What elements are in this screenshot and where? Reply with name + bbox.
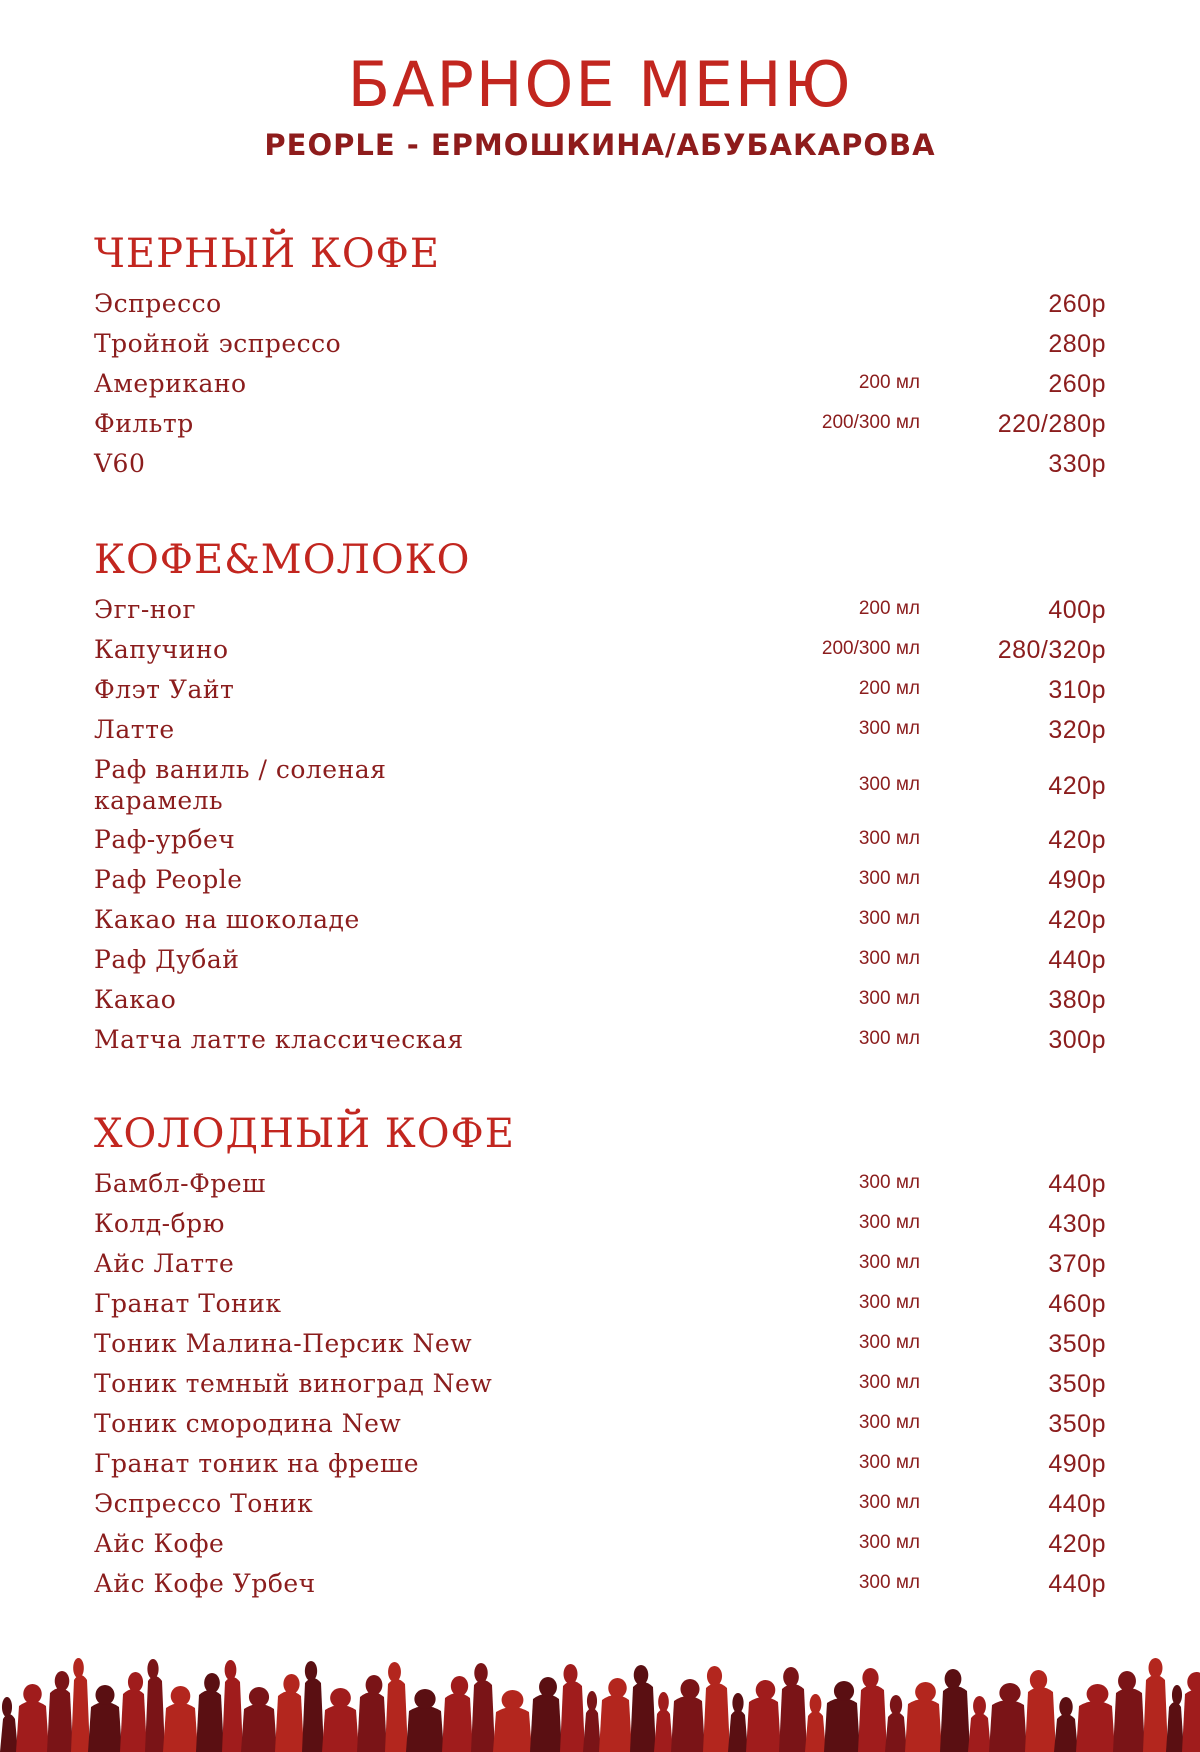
menu-item-row [94,448,1106,488]
silhouette-body [0,1714,18,1752]
item-name: V60 [94,449,146,478]
silhouette-body [530,1694,562,1752]
silhouette-head [862,1668,878,1688]
item-list [94,288,1106,488]
item-volume: 300 мл [858,828,920,849]
item-name: Капучино [94,635,229,664]
item-volume: 300 мл [858,1332,920,1353]
item-name: Фильтр [94,409,194,438]
item-volume: 200 мл [858,678,920,699]
item-name: Матча латте классическая [94,1025,464,1054]
silhouette-head [1187,1672,1200,1692]
silhouette-body [196,1690,224,1752]
silhouette-head [1059,1697,1072,1717]
menu-item-row [94,1168,1106,1208]
menu-item-row [94,1208,1106,1248]
menu-item-row [94,944,1106,984]
silhouette-body [1166,1702,1184,1752]
item-volume: 300 мл [858,1028,920,1049]
item-name: Гранат Тоник [94,1289,282,1318]
silhouette-body [145,1676,165,1752]
page-subtitle: PEOPLE - ЕРМОШКИНА/АБУБАКАРОВА [264,128,936,162]
section-coffee-milk [94,532,1106,1064]
item-name: Раф ваниль / соленая карамель [94,755,387,815]
silhouette-head [564,1664,578,1684]
silhouette-body [471,1680,495,1752]
silhouette-body [805,1711,826,1752]
silhouette-body [322,1705,359,1752]
silhouette-body [357,1692,387,1752]
silhouette-head [810,1694,822,1714]
item-name: Эспрессо Тоник [94,1489,314,1518]
item-list [94,1168,1106,1608]
item-price: 350р [1048,1410,1106,1438]
item-volume: 300 мл [858,948,920,969]
silhouette-head [634,1665,649,1685]
section-title: КОФЕ&МОЛОКО [94,537,471,583]
item-price: 430р [1048,1210,1106,1238]
menu-item-row [94,408,1106,448]
item-price: 280р [1048,330,1106,358]
item-price: 260р [1048,290,1106,318]
silhouette-head [999,1683,1020,1703]
menu-item-row [94,594,1106,634]
silhouette-head [1087,1684,1109,1704]
silhouette-head [128,1672,143,1692]
item-price: 420р [1048,1530,1106,1558]
silhouette-head [366,1675,383,1695]
item-price: 220/280р [997,410,1106,438]
silhouette-body [779,1684,807,1752]
item-price: 490р [1048,1450,1106,1478]
silhouette-body [630,1682,656,1752]
item-name: Какао [94,985,177,1014]
item-name: Латте [94,715,175,744]
item-price: 350р [1048,1370,1106,1398]
item-name: Тоник темный виноград New [94,1369,493,1398]
item-price: 350р [1048,1330,1106,1358]
silhouette-body [885,1712,907,1752]
silhouette-head [707,1666,722,1686]
item-volume: 300 мл [858,1532,920,1553]
item-volume: 300 мл [858,908,920,929]
item-price: 370р [1048,1250,1106,1278]
section-black-coffee [94,226,1106,488]
menu-item-row [94,634,1106,674]
menu-item-row [94,1368,1106,1408]
silhouette-head [23,1684,41,1704]
menu-item-row [94,984,1106,1024]
silhouette-body [968,1713,991,1752]
menu-item-row [94,904,1106,944]
silhouette-body [222,1677,243,1752]
item-volume: 300 мл [858,718,920,739]
item-price: 420р [1048,772,1106,800]
item-name: Раф Дубай [94,945,240,974]
item-volume: 200/300 мл [821,638,920,659]
page-title: БАРНОЕ МЕНЮ [347,48,853,121]
silhouette-head [147,1659,158,1679]
item-name: Эгг-ног [94,595,197,624]
silhouette-head [451,1676,468,1696]
silhouette-head [283,1674,299,1694]
silhouette-body [989,1700,1027,1752]
item-volume: 300 мл [858,1372,920,1393]
silhouette-head [1149,1658,1163,1678]
silhouette-body [275,1691,304,1752]
silhouette-body [302,1678,324,1752]
silhouette-head [1030,1670,1047,1690]
item-name: Флэт Уайт [94,675,235,704]
silhouette-head [732,1693,743,1713]
item-name: Тоник смородина New [94,1409,402,1438]
item-volume: 300 мл [858,1172,920,1193]
silhouette-head [414,1689,435,1709]
menu-item-row [94,1024,1106,1064]
menu-item-row [94,1448,1106,1488]
silhouette-body [47,1688,73,1752]
item-name: Раф-урбеч [94,825,236,854]
silhouette-head [2,1697,12,1717]
silhouette-body [905,1699,942,1752]
silhouette-body [1025,1687,1056,1752]
silhouette-body [560,1681,585,1752]
menu-item-row [94,674,1106,714]
item-price: 260р [1048,370,1106,398]
silhouette-head [783,1667,799,1687]
item-price: 300р [1048,1026,1106,1054]
silhouette-head [915,1682,936,1702]
menu-item-row [94,288,1106,328]
silhouette-body [654,1709,673,1752]
item-price: 280/320р [997,636,1106,664]
silhouette-body [1143,1675,1168,1752]
item-price: 440р [1048,1170,1106,1198]
menu-item-row [94,754,1106,824]
silhouette-head [587,1691,597,1711]
item-name: Тройной эспрессо [94,329,342,358]
silhouette-head [305,1661,317,1681]
item-name: Какао на шоколаде [94,905,360,934]
item-price: 400р [1048,596,1106,624]
silhouette-head [756,1680,776,1700]
silhouette-head [388,1662,401,1682]
silhouette-body [728,1710,748,1752]
item-name: Айс Кофе Урбеч [94,1569,316,1598]
item-price: 310р [1048,676,1106,704]
silhouette-body [163,1703,198,1752]
silhouette-body [1076,1701,1115,1752]
item-volume: 200 мл [858,598,920,619]
menu-item-row [94,864,1106,904]
silhouette-body [858,1685,887,1752]
menu-item-row [94,1408,1106,1448]
item-price: 490р [1048,866,1106,894]
silhouette-head [204,1673,220,1693]
item-name: Эспрессо [94,289,222,318]
item-volume: 300 мл [858,774,920,795]
item-volume: 300 мл [858,1572,920,1593]
silhouette-head [658,1692,669,1712]
item-volume: 300 мл [858,1292,920,1313]
silhouette-body [746,1697,781,1752]
silhouette-body [703,1683,730,1752]
silhouette-head [95,1685,114,1705]
silhouette-head [55,1671,70,1691]
item-price: 320р [1048,716,1106,744]
item-name: Бамбл-Фреш [94,1169,266,1198]
silhouette-head [225,1660,237,1680]
menu-item-row [94,824,1106,864]
item-volume: 300 мл [858,1412,920,1433]
silhouette-body [71,1675,90,1752]
silhouette-head [502,1690,524,1710]
item-volume: 300 мл [858,1212,920,1233]
menu-item-row [94,1288,1106,1328]
menu-item-row [94,1488,1106,1528]
item-volume: 300 мл [858,868,920,889]
silhouette-body [1054,1714,1078,1752]
silhouette-body [241,1704,277,1752]
silhouette-head [945,1669,962,1689]
silhouette-head [890,1695,902,1715]
item-volume: 300 мл [858,1252,920,1273]
item-price: 380р [1048,986,1106,1014]
item-name: Тоник Малина-Персик New [94,1329,473,1358]
silhouette-body [1182,1689,1200,1752]
silhouette-head [680,1679,699,1699]
item-volume: 300 мл [858,1452,920,1473]
item-name: Колд-брю [94,1209,225,1238]
section-title: ХОЛОДНЫЙ КОФЕ [94,1111,515,1157]
silhouette-head [330,1688,351,1708]
menu-item-row [94,1568,1106,1608]
silhouette-body [120,1689,147,1752]
silhouette-body [88,1702,122,1752]
item-volume: 300 мл [858,1492,920,1513]
item-price: 440р [1048,1570,1106,1598]
item-volume: 200/300 мл [821,412,920,433]
silhouette-body [16,1701,49,1752]
item-price: 440р [1048,1490,1106,1518]
item-price: 420р [1048,826,1106,854]
silhouette-head [539,1677,557,1697]
item-volume: 300 мл [858,988,920,1009]
silhouette-body [493,1707,532,1752]
section-cold-coffee [94,1106,1106,1608]
section-title: ЧЕРНЫЙ КОФЕ [94,231,441,277]
item-price: 330р [1048,450,1106,478]
silhouette-head [171,1686,191,1706]
silhouette-head [1118,1671,1136,1691]
item-list [94,594,1106,1064]
silhouette-head [1172,1685,1182,1705]
menu-item-row [94,714,1106,754]
silhouette-body [940,1686,970,1752]
silhouette-head [973,1696,986,1716]
item-name: Айс Кофе [94,1529,225,1558]
silhouette-head [834,1681,854,1701]
silhouette-body [583,1708,601,1752]
menu-item-row [94,328,1106,368]
silhouette-body [1113,1688,1145,1752]
item-name: Айс Латте [94,1249,235,1278]
silhouette-body [406,1706,444,1752]
item-name: Гранат тоник на фреше [94,1449,420,1478]
item-price: 460р [1048,1290,1106,1318]
item-name: Раф People [94,865,243,894]
item-price: 440р [1048,946,1106,974]
silhouette-body [442,1693,473,1752]
silhouette-head [474,1663,487,1683]
item-name: Американо [94,369,247,398]
menu-item-row [94,368,1106,408]
item-volume: 200 мл [858,372,920,393]
menu-item-row [94,1528,1106,1568]
menu-item-row [94,1248,1106,1288]
silhouette-head [608,1678,626,1698]
item-price: 420р [1048,906,1106,934]
silhouette-body [824,1698,860,1752]
silhouette-head [249,1687,269,1707]
silhouette-body [671,1696,705,1752]
silhouette-head [73,1658,84,1678]
silhouette-body [599,1695,632,1752]
silhouette-body [385,1679,408,1752]
people-silhouettes-decoration [0,1652,1200,1752]
menu-item-row [94,1328,1106,1368]
